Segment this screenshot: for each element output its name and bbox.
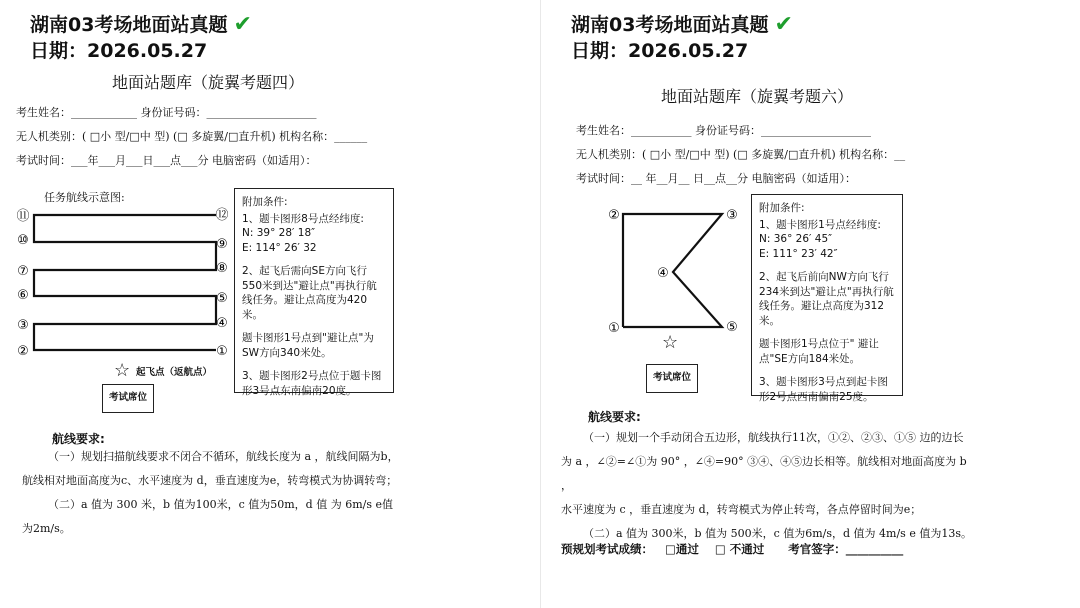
point-label-1: ① [608, 321, 620, 336]
star-icon: ☆ [114, 360, 131, 381]
condition-2: 2、起飞后前向NW方向飞行234米到达"避让点"再执行航线任务。避让点高度为312米。 [759, 271, 894, 327]
conditions-box [751, 194, 903, 403]
document-title: 地面站题库（旋翼考题六） [661, 87, 854, 106]
point-label-5: ⑤ [216, 291, 228, 306]
aircraft-type-line: 无人机类别：( □小 型/□中 型) (□ 多旋翼/□直升机) 机构名称：______ [16, 130, 368, 143]
point-label-6: ⑥ [17, 288, 29, 303]
condition-1: 1、题卡图形8号点经纬度: N: 39° 28′ 18″ E: 114° 26′ 32 [242, 212, 364, 254]
condition-2: 2、起飞后需向SE方向飞行550米到达"避让点"再执行航线任务。避让点高度为420米。 [242, 265, 377, 321]
conditions-box [234, 188, 394, 397]
condition-1: 1、题卡图形1号点经纬度: N: 36° 26′ 45″ E: 111° 23′ 42″ [759, 218, 881, 260]
takeoff-label: 起飞点（返航点） [136, 367, 213, 378]
header-title: 湖南03考场地面站真题 ✔ [571, 12, 793, 37]
conditions-heading: 附加条件: [759, 202, 805, 214]
point-label-3: ③ [726, 208, 738, 223]
requirements-text [561, 426, 973, 546]
condition-2b: 题卡图形1号点位于" 避让点"SE方向184米处。 [759, 338, 879, 365]
aircraft-type-line: 无人机类别：( □小 型/□中 型) (□ 多旋翼/□直升机) 机构名称：__ [576, 148, 906, 161]
map-label: 任务航线示意图: [44, 191, 125, 204]
point-label-4: ④ [657, 266, 669, 281]
requirement-1b: 为 a ，∠②=∠①为 90° ，∠④=90° ③④、④⑤边长相等。航线相对地面高度为 b ， [561, 455, 967, 492]
condition-3: 3、题卡图形2号点位于题卡图形3号点东南偏南20度。 [242, 370, 382, 397]
requirements-title: 航线要求: [52, 432, 105, 446]
pass-checkbox[interactable]: □通过 [665, 542, 699, 556]
point-label-2: ② [608, 208, 620, 223]
point-label-12: ⑫ [215, 208, 229, 223]
point-label-9: ⑨ [216, 237, 228, 252]
scan-route-path [34, 215, 216, 350]
star-icon: ☆ [662, 332, 679, 353]
exam-sheet-right [541, 0, 1080, 608]
point-label-10: ⑩ [17, 233, 29, 248]
header-title: 湖南03考场地面站真题 ✔ [30, 12, 252, 37]
check-icon: ✔ [774, 12, 793, 37]
requirement-1: （一）规划扫描航线要求不闭合不循环，航线长度为 a ，航线间隔为b，航线相对地面高度为c、水平速度为 d，垂直速度为e，转弯模式为协调转弯； [22, 450, 399, 487]
requirement-1c: 水平速度为 c ，垂直速度为 d，转弯模式为停止转弯，各点停留时间为e； [561, 503, 922, 516]
result-label: 预规划考试成绩： [561, 542, 653, 556]
requirement-2: （二）a 值为 300 米，b 值为100米，c 值为50m，d 值 为 6m/s e值为2m/s。 [22, 498, 393, 535]
name-id-line: 考生姓名：____________ 身份证号码：____________________ [16, 106, 317, 119]
examiner-signature: 考官签字：__________ [788, 542, 904, 556]
exam-time-line: 考试时间：__ 年__月__ 日__点__分 电脑密码（如适用）： [576, 172, 856, 185]
point-label-3: ③ [17, 318, 29, 333]
point-label-7: ⑦ [17, 264, 29, 279]
condition-2b: 题卡图形1号点到"避让点"为SW方向340米处。 [242, 332, 374, 359]
condition-3: 3、题卡图形3号点到起卡图形2号点西南偏南25度。 [759, 376, 888, 403]
point-label-1: ① [216, 344, 228, 359]
header-date: 日期：2026.05.27 [571, 40, 749, 62]
exam-seat-box: 考试席位 [102, 384, 154, 413]
point-label-4: ④ [216, 316, 228, 331]
point-label-11: ⑪ [16, 209, 30, 224]
route-diagram [0, 200, 240, 365]
pentagon-route-path [623, 214, 722, 327]
name-id-line: 考生姓名：___________ 身份证号码：____________________ [576, 124, 871, 137]
fail-checkbox[interactable]: □ 不通过 [714, 542, 765, 556]
requirement-1a: （一）规划一个手动闭合五边形，航线执行11次，①②、②③、①⑤ 边的边长 [583, 431, 964, 444]
conditions-heading: 附加条件: [242, 196, 288, 208]
point-label-5: ⑤ [726, 320, 738, 335]
exam-time-line: 考试时间：___年___月___日___点___分 电脑密码（如适用）： [16, 154, 317, 167]
requirements-text [22, 445, 400, 541]
point-label-2: ② [17, 344, 29, 359]
document-title: 地面站题库（旋翼考题四） [112, 73, 305, 92]
requirement-2: （二）a 值为 300米，b 值为 500米，c 值为6m/s，d 值为 4m/s e 值为13s。 [583, 527, 972, 540]
check-icon: ✔ [233, 12, 252, 37]
result-row [561, 541, 903, 557]
exam-seat-box: 考试席位 [646, 364, 698, 393]
point-label-8: ⑧ [216, 261, 228, 276]
header-date: 日期：2026.05.27 [30, 40, 208, 62]
requirements-title: 航线要求: [588, 410, 641, 424]
